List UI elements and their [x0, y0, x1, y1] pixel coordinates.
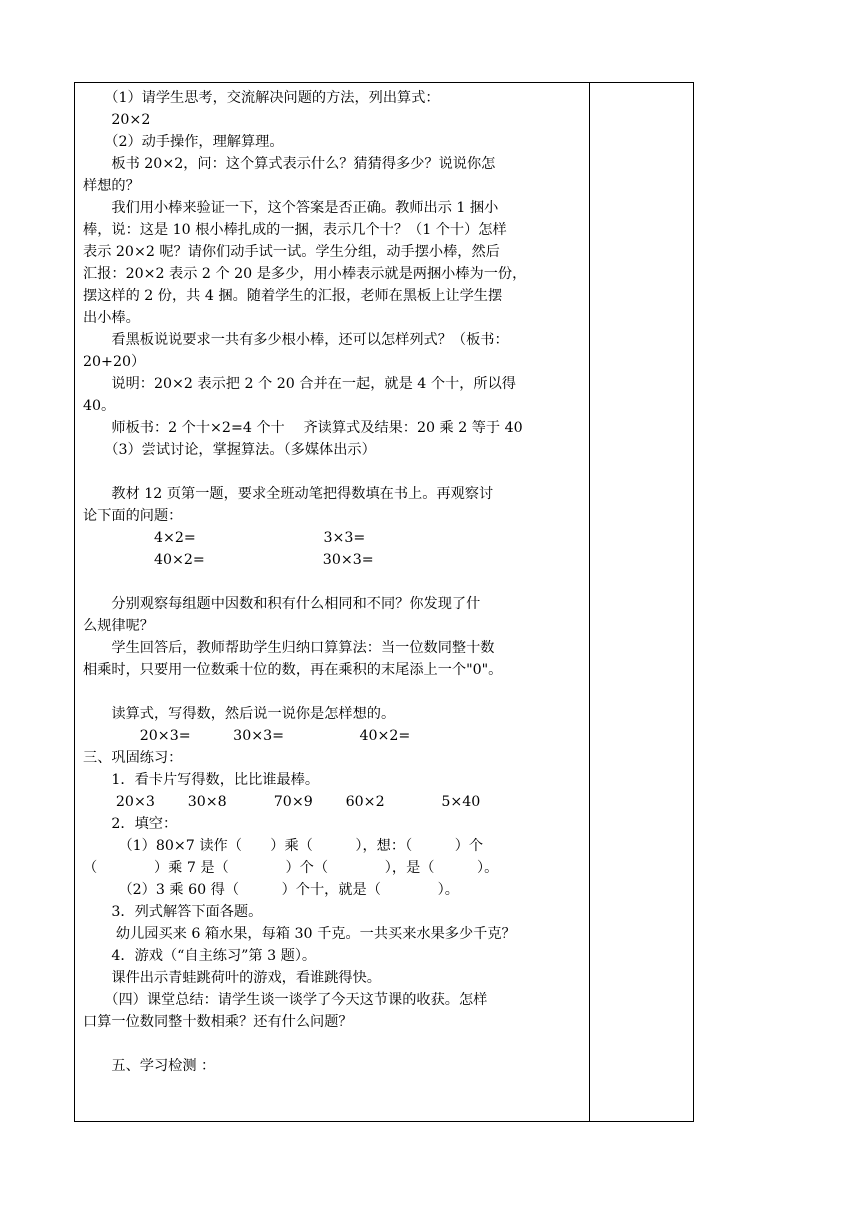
text-line: 五、学习检测 ： [83, 1058, 216, 1074]
text-line: （1）80×7 读作（ ）乘（ ），想：（ ）个 [83, 838, 484, 854]
lesson-table [74, 82, 694, 1122]
text-line: （2）动手操作，理解算理。 [83, 134, 284, 150]
text-line: 三、巩固练习： [83, 750, 183, 766]
text-line: （四）课堂总结：请学生谈一谈学了今天这节课的收获。怎样 [83, 992, 488, 1008]
text-line: 说明：20×2 表示把 2 个 20 合并在一起，就是 4 个十，所以得 [83, 376, 516, 392]
text-line: 摆这样的 2 份，共 4 捆。随着学生的汇报，老师在黑板上让学生摆 [83, 288, 503, 304]
text-line: 4．游戏（“自主练习”第 3 题）。 [83, 948, 317, 964]
text-line: 课件出示青蛙跳荷叶的游戏，看谁跳得快。 [83, 970, 381, 986]
text-line: 学生回答后，教师帮助学生归纳口算算法：当一位数同整十数 [83, 640, 495, 656]
text-line: 论下面的问题： [83, 508, 183, 524]
text-line: 看黑板说说要求一共有多少根小棒，还可以怎样列式？（板书： [83, 332, 509, 348]
text-line: （2）3 乘 60 得（ ）个十，就是（ ）。 [83, 882, 459, 898]
text-line: 20×3= 30×3= 40×2= [83, 728, 411, 744]
text-line: 读算式，写得数，然后说一说你是怎样想的。 [83, 706, 396, 722]
text-line: 20+20） [83, 354, 146, 370]
text-line: 相乘时，只要用一位数乘十位的数，再在乘积的末尾添上一个"0"。 [83, 662, 503, 678]
text-line: 表示 20×2 呢？请你们动手试一试。学生分组，动手摆小棒，然后 [83, 244, 500, 260]
text-line: 幼儿园买来 6 箱水果，每箱 30 千克。一共买来水果多少千克？ [83, 926, 516, 942]
text-line: 3．列式解答下面各题。 [83, 904, 263, 920]
text-line: 我们用小棒来验证一下，这个答案是否正确。教师出示 1 捆小 [83, 200, 499, 216]
text-line: 20×2 [83, 112, 151, 128]
text-line: 教材 12 页第一题，要求全班动笔把得数填在书上。再观察讨 [83, 486, 494, 502]
text-line: 口算一位数同整十数相乘？还有什么问题？ [83, 1014, 353, 1030]
text-line: 棒，说：这是 10 根小棒扎成的一捆，表示几个十？（1 个十）怎样 [83, 222, 507, 238]
text-line: （1）请学生思考，交流解决问题的方法，列出算式： [83, 90, 440, 106]
text-line: 样想的？ [83, 178, 140, 194]
text-line: 出小棒。 [83, 310, 140, 326]
text-line: 分别观察每组题中因数和积有什么相同和不同？你发现了什 [83, 596, 481, 612]
text-line: 板书 20×2，问：这个算式表示什么？猜猜得多少？说说你怎 [83, 156, 496, 172]
text-line: 1．看卡片写得数，比比谁最棒。 [83, 772, 320, 788]
text-line: 汇报：20×2 表示 2 个 20 是多少，用小棒表示就是两捆小棒为一份， [83, 266, 527, 282]
text-line: 师板书：2 个十×2=4 个十 齐读算式及结果：20 乘 2 等于 40 [83, 420, 523, 436]
text-line: 40。 [83, 398, 116, 414]
text-line: 么规律呢？ [83, 618, 154, 634]
text-line: 40×2= 30×3= [83, 552, 374, 568]
text-line: （ ）乘 7 是（ ）个（ ），是（ ）。 [83, 860, 499, 876]
text-line: 4×2= 3×3= [83, 530, 366, 546]
text-line: 20×3 30×8 70×9 60×2 5×40 [83, 794, 481, 810]
column-divider [589, 83, 590, 1121]
text-line: （3）尝试讨论，掌握算法。（多媒体出示） [83, 442, 376, 458]
text-line: 2．填空： [83, 816, 178, 832]
